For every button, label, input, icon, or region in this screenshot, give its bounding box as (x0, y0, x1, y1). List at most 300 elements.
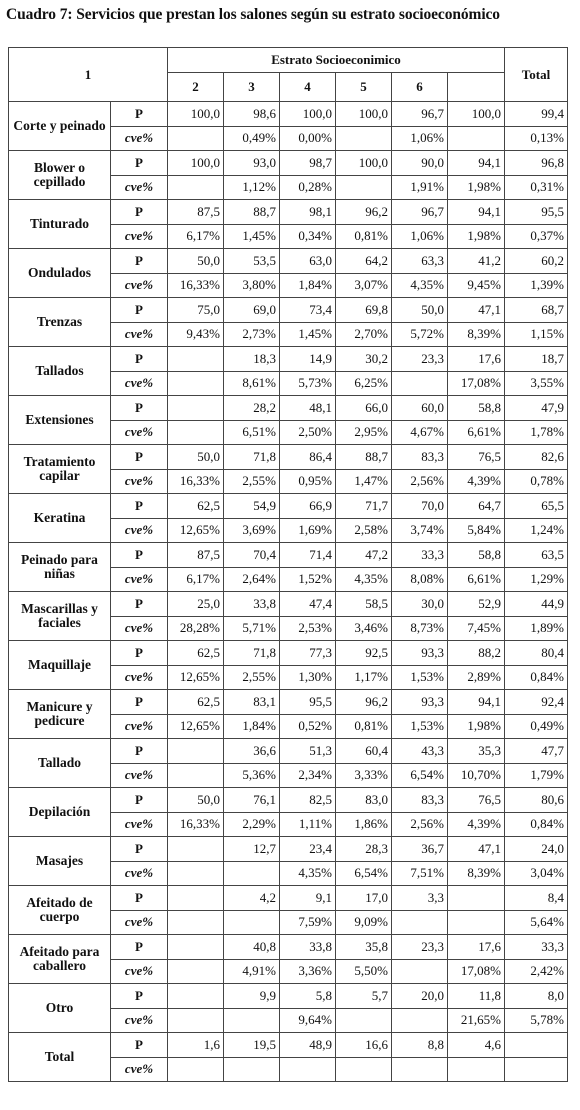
value-cell (448, 886, 505, 911)
cve-cell: 2,55% (224, 665, 280, 690)
measure-label-cve: cve% (111, 273, 168, 298)
cve-cell: 6,17% (168, 224, 224, 249)
cve-cell (336, 1008, 392, 1033)
value-cell: 82,5 (280, 788, 336, 813)
cve-cell (224, 1057, 280, 1082)
value-cell: 71,7 (336, 494, 392, 519)
cve-cell: 6,61% (448, 420, 505, 445)
cve-cell (168, 861, 224, 886)
value-cell: 4,2 (224, 886, 280, 911)
measure-label-p: P (111, 739, 168, 764)
value-cell: 9,1 (280, 886, 336, 911)
value-cell (168, 347, 224, 372)
cve-cell: 1,29% (505, 567, 568, 592)
measure-label-cve: cve% (111, 518, 168, 543)
value-cell: 100,0 (336, 102, 392, 127)
value-cell (168, 984, 224, 1009)
cve-cell: 0,28% (280, 175, 336, 200)
services-table (8, 47, 568, 1082)
value-cell: 76,5 (448, 788, 505, 813)
service-name: Tratamiento capilar (9, 445, 111, 494)
value-cell: 88,2 (448, 641, 505, 666)
value-cell: 62,5 (168, 690, 224, 715)
measure-label-p: P (111, 592, 168, 617)
cve-cell: 5,84% (448, 518, 505, 543)
cve-cell: 2,29% (224, 812, 280, 837)
value-cell: 90,0 (392, 151, 448, 176)
measure-label-cve: cve% (111, 714, 168, 739)
cve-cell: 2,50% (280, 420, 336, 445)
cve-cell: 0,81% (336, 224, 392, 249)
table-body (9, 102, 568, 1082)
service-name: Manicure y pedicure (9, 690, 111, 739)
value-cell: 94,1 (448, 151, 505, 176)
service-name: Tinturado (9, 200, 111, 249)
value-cell: 93,3 (392, 641, 448, 666)
table-row (9, 151, 568, 176)
value-cell: 47,9 (505, 396, 568, 421)
cve-cell: 0,00% (280, 126, 336, 151)
cve-cell (448, 1057, 505, 1082)
cve-cell: 9,09% (336, 910, 392, 935)
cve-cell: 5,72% (392, 322, 448, 347)
value-cell: 95,5 (280, 690, 336, 715)
cve-cell: 1,98% (448, 714, 505, 739)
value-cell: 60,2 (505, 249, 568, 274)
value-cell: 98,1 (280, 200, 336, 225)
cve-cell (168, 175, 224, 200)
cve-cell: 0,31% (505, 175, 568, 200)
cve-cell (224, 1008, 280, 1033)
measure-label-p: P (111, 788, 168, 813)
value-cell: 100,0 (448, 102, 505, 127)
measure-label-p: P (111, 396, 168, 421)
value-cell: 16,6 (336, 1033, 392, 1058)
measure-label-p: P (111, 935, 168, 960)
table-row (9, 347, 568, 372)
value-cell: 12,7 (224, 837, 280, 862)
cve-cell: 17,08% (448, 959, 505, 984)
value-cell: 40,8 (224, 935, 280, 960)
value-cell: 50,0 (168, 249, 224, 274)
value-cell: 71,8 (224, 445, 280, 470)
cve-cell: 1,39% (505, 273, 568, 298)
value-cell: 83,3 (392, 788, 448, 813)
value-cell: 73,4 (280, 298, 336, 323)
cve-cell: 3,36% (280, 959, 336, 984)
value-cell: 18,3 (224, 347, 280, 372)
cve-cell: 3,69% (224, 518, 280, 543)
measure-label-p: P (111, 347, 168, 372)
cve-cell (448, 910, 505, 935)
cve-cell (505, 1057, 568, 1082)
cve-cell: 1,98% (448, 224, 505, 249)
value-cell: 50,0 (168, 788, 224, 813)
service-name: Depilación (9, 788, 111, 837)
cve-cell: 0,84% (505, 665, 568, 690)
cve-cell: 4,35% (392, 273, 448, 298)
value-cell: 96,7 (392, 102, 448, 127)
value-cell: 53,5 (224, 249, 280, 274)
value-cell: 47,4 (280, 592, 336, 617)
cve-cell: 1,11% (280, 812, 336, 837)
cve-cell: 1,52% (280, 567, 336, 592)
value-cell (168, 739, 224, 764)
service-name: Maquillaje (9, 641, 111, 690)
table-row (9, 494, 568, 519)
cve-cell (224, 910, 280, 935)
service-name: Blower o cepillado (9, 151, 111, 200)
value-cell: 80,6 (505, 788, 568, 813)
cve-cell: 1,86% (336, 812, 392, 837)
cve-cell: 2,34% (280, 763, 336, 788)
value-cell: 58,8 (448, 396, 505, 421)
measure-label-cve: cve% (111, 959, 168, 984)
cve-cell: 2,58% (336, 518, 392, 543)
value-cell: 5,8 (280, 984, 336, 1009)
cve-cell: 0,37% (505, 224, 568, 249)
value-cell: 82,6 (505, 445, 568, 470)
value-cell: 17,6 (448, 347, 505, 372)
cve-cell: 12,65% (168, 665, 224, 690)
value-cell: 8,4 (505, 886, 568, 911)
value-cell: 93,3 (392, 690, 448, 715)
cve-cell: 8,39% (448, 861, 505, 886)
measure-label-p: P (111, 151, 168, 176)
cve-cell: 1,47% (336, 469, 392, 494)
cve-cell: 5,64% (505, 910, 568, 935)
cve-cell: 5,78% (505, 1008, 568, 1033)
value-cell: 30,2 (336, 347, 392, 372)
cve-cell (392, 959, 448, 984)
cve-cell: 0,81% (336, 714, 392, 739)
measure-label-p: P (111, 690, 168, 715)
cve-cell: 4,91% (224, 959, 280, 984)
cve-cell: 1,12% (224, 175, 280, 200)
value-cell: 94,1 (448, 200, 505, 225)
measure-label-cve: cve% (111, 812, 168, 837)
cve-cell: 2,53% (280, 616, 336, 641)
value-cell: 65,5 (505, 494, 568, 519)
value-cell: 33,8 (280, 935, 336, 960)
value-cell: 60,4 (336, 739, 392, 764)
stratum-header: 6 (392, 73, 448, 102)
value-cell: 25,0 (168, 592, 224, 617)
cve-cell: 5,71% (224, 616, 280, 641)
value-cell: 47,1 (448, 837, 505, 862)
value-cell: 36,7 (392, 837, 448, 862)
value-cell: 88,7 (224, 200, 280, 225)
service-name: Tallado (9, 739, 111, 788)
value-cell: 98,6 (224, 102, 280, 127)
service-name: Afeitado para caballero (9, 935, 111, 984)
value-cell: 35,8 (336, 935, 392, 960)
cve-cell: 1,24% (505, 518, 568, 543)
measure-label-p: P (111, 543, 168, 568)
table-row (9, 200, 568, 225)
table-row (9, 592, 568, 617)
measure-label-cve: cve% (111, 126, 168, 151)
table-row (9, 641, 568, 666)
value-cell: 28,2 (224, 396, 280, 421)
cve-cell (168, 959, 224, 984)
value-cell: 14,9 (280, 347, 336, 372)
value-cell: 77,3 (280, 641, 336, 666)
cve-cell: 3,55% (505, 371, 568, 396)
table-row (9, 886, 568, 911)
value-cell: 1,6 (168, 1033, 224, 1058)
cve-cell: 21,65% (448, 1008, 505, 1033)
cve-cell: 8,08% (392, 567, 448, 592)
cve-cell: 6,54% (336, 861, 392, 886)
value-cell: 96,2 (336, 690, 392, 715)
stratum-header: 4 (280, 73, 336, 102)
value-cell (168, 396, 224, 421)
value-cell: 33,8 (224, 592, 280, 617)
value-cell: 63,5 (505, 543, 568, 568)
cve-cell: 1,98% (448, 175, 505, 200)
cve-cell: 5,36% (224, 763, 280, 788)
table-row (9, 690, 568, 715)
header-row-1 (9, 48, 568, 73)
value-cell: 47,7 (505, 739, 568, 764)
cve-cell: 1,53% (392, 665, 448, 690)
cve-cell (168, 910, 224, 935)
service-name: Tallados (9, 347, 111, 396)
value-cell: 86,4 (280, 445, 336, 470)
cve-cell: 1,69% (280, 518, 336, 543)
cve-cell: 4,39% (448, 469, 505, 494)
value-cell: 88,7 (336, 445, 392, 470)
cve-cell: 0,34% (280, 224, 336, 249)
value-cell: 64,2 (336, 249, 392, 274)
cve-cell: 1,17% (336, 665, 392, 690)
service-name: Ondulados (9, 249, 111, 298)
measure-label-p: P (111, 445, 168, 470)
measure-label-p: P (111, 200, 168, 225)
value-cell: 100,0 (168, 102, 224, 127)
measure-label-cve: cve% (111, 420, 168, 445)
value-cell: 35,3 (448, 739, 505, 764)
cve-cell: 28,28% (168, 616, 224, 641)
measure-label-p: P (111, 641, 168, 666)
cve-cell: 12,65% (168, 518, 224, 543)
service-name: Peinado para niñas (9, 543, 111, 592)
cve-cell: 2,89% (448, 665, 505, 690)
cve-cell (392, 1008, 448, 1033)
cve-cell: 2,56% (392, 469, 448, 494)
value-cell (505, 1033, 568, 1058)
cve-cell: 1,06% (392, 224, 448, 249)
value-cell: 28,3 (336, 837, 392, 862)
cve-cell (448, 126, 505, 151)
cve-cell: 16,33% (168, 469, 224, 494)
value-cell: 9,9 (224, 984, 280, 1009)
value-cell: 23,4 (280, 837, 336, 862)
cve-cell: 0,49% (505, 714, 568, 739)
service-name: Corte y peinado (9, 102, 111, 151)
cve-cell (336, 126, 392, 151)
value-cell: 47,2 (336, 543, 392, 568)
cve-cell (168, 1057, 224, 1082)
cve-cell: 0,84% (505, 812, 568, 837)
value-cell: 80,4 (505, 641, 568, 666)
measure-label-p: P (111, 298, 168, 323)
measure-label-cve: cve% (111, 224, 168, 249)
value-cell: 98,7 (280, 151, 336, 176)
service-name: Extensiones (9, 396, 111, 445)
cve-cell (392, 1057, 448, 1082)
cve-cell: 2,56% (392, 812, 448, 837)
cve-cell (168, 420, 224, 445)
cve-cell: 6,51% (224, 420, 280, 445)
value-cell: 83,1 (224, 690, 280, 715)
cve-cell: 1,06% (392, 126, 448, 151)
value-cell (168, 886, 224, 911)
value-cell: 60,0 (392, 396, 448, 421)
cve-cell: 6,61% (448, 567, 505, 592)
value-cell: 63,0 (280, 249, 336, 274)
cve-cell: 3,46% (336, 616, 392, 641)
value-cell: 64,7 (448, 494, 505, 519)
value-cell: 96,2 (336, 200, 392, 225)
value-cell: 33,3 (392, 543, 448, 568)
measure-label-p: P (111, 102, 168, 127)
value-cell: 100,0 (168, 151, 224, 176)
stratum-header: 3 (224, 73, 280, 102)
cve-cell: 1,53% (392, 714, 448, 739)
value-cell: 48,1 (280, 396, 336, 421)
cve-cell: 4,67% (392, 420, 448, 445)
cve-cell: 9,45% (448, 273, 505, 298)
measure-label-cve: cve% (111, 469, 168, 494)
value-cell: 50,0 (392, 298, 448, 323)
cve-cell: 3,80% (224, 273, 280, 298)
service-name: Mascarillas y faciales (9, 592, 111, 641)
value-cell: 5,7 (336, 984, 392, 1009)
cve-cell: 1,45% (280, 322, 336, 347)
value-cell: 4,6 (448, 1033, 505, 1058)
cve-cell: 3,74% (392, 518, 448, 543)
cve-cell: 1,78% (505, 420, 568, 445)
cve-cell: 12,65% (168, 714, 224, 739)
value-cell: 8,8 (392, 1033, 448, 1058)
table-row (9, 102, 568, 127)
cve-cell: 2,64% (224, 567, 280, 592)
cve-cell: 2,42% (505, 959, 568, 984)
value-cell: 43,3 (392, 739, 448, 764)
value-cell: 68,7 (505, 298, 568, 323)
cve-cell: 1,89% (505, 616, 568, 641)
value-cell: 23,3 (392, 935, 448, 960)
table-row (9, 837, 568, 862)
value-cell: 58,5 (336, 592, 392, 617)
cve-cell: 10,70% (448, 763, 505, 788)
value-cell: 62,5 (168, 641, 224, 666)
value-cell: 87,5 (168, 543, 224, 568)
table-row (9, 935, 568, 960)
value-cell: 96,7 (392, 200, 448, 225)
value-cell (168, 935, 224, 960)
value-cell: 92,4 (505, 690, 568, 715)
cve-cell: 9,64% (280, 1008, 336, 1033)
stratum-header: 5 (336, 73, 392, 102)
cve-cell (168, 126, 224, 151)
table-row (9, 739, 568, 764)
value-cell: 76,1 (224, 788, 280, 813)
cve-cell: 8,61% (224, 371, 280, 396)
cve-cell: 7,59% (280, 910, 336, 935)
cve-cell (168, 371, 224, 396)
cve-cell: 16,33% (168, 273, 224, 298)
service-name: Keratina (9, 494, 111, 543)
value-cell: 96,8 (505, 151, 568, 176)
service-name: Total (9, 1033, 111, 1082)
cve-cell: 1,84% (224, 714, 280, 739)
cve-cell: 6,17% (168, 567, 224, 592)
measure-label-p: P (111, 1033, 168, 1058)
value-cell: 18,7 (505, 347, 568, 372)
cve-cell: 3,33% (336, 763, 392, 788)
service-name: Masajes (9, 837, 111, 886)
cve-cell: 2,73% (224, 322, 280, 347)
value-cell: 41,2 (448, 249, 505, 274)
value-cell: 48,9 (280, 1033, 336, 1058)
value-cell: 58,8 (448, 543, 505, 568)
value-cell: 75,0 (168, 298, 224, 323)
value-cell: 20,0 (392, 984, 448, 1009)
value-cell: 71,8 (224, 641, 280, 666)
value-cell: 100,0 (280, 102, 336, 127)
value-cell: 66,9 (280, 494, 336, 519)
measure-label-cve: cve% (111, 763, 168, 788)
value-cell: 95,5 (505, 200, 568, 225)
value-cell: 33,3 (505, 935, 568, 960)
cve-cell: 3,07% (336, 273, 392, 298)
cve-cell (224, 861, 280, 886)
cve-cell: 0,13% (505, 126, 568, 151)
cve-cell: 1,91% (392, 175, 448, 200)
cve-cell: 6,54% (392, 763, 448, 788)
table-row (9, 984, 568, 1009)
cve-cell: 17,08% (448, 371, 505, 396)
value-cell: 92,5 (336, 641, 392, 666)
cve-cell: 3,04% (505, 861, 568, 886)
cve-cell: 4,35% (280, 861, 336, 886)
cve-cell: 5,50% (336, 959, 392, 984)
value-cell: 66,0 (336, 396, 392, 421)
cve-cell: 4,35% (336, 567, 392, 592)
measure-label-cve: cve% (111, 1008, 168, 1033)
table-title: Cuadro 7: Servicios que prestan los salones según su estrato socioeconómico (6, 6, 500, 23)
value-cell: 8,0 (505, 984, 568, 1009)
measure-label-p: P (111, 494, 168, 519)
cve-cell: 7,51% (392, 861, 448, 886)
cve-cell: 1,45% (224, 224, 280, 249)
cve-cell (392, 371, 448, 396)
cve-cell (168, 1008, 224, 1033)
cve-cell (336, 1057, 392, 1082)
cve-cell: 5,73% (280, 371, 336, 396)
cve-cell (336, 175, 392, 200)
table-row (9, 445, 568, 470)
value-cell: 100,0 (336, 151, 392, 176)
value-cell: 76,5 (448, 445, 505, 470)
value-cell: 54,9 (224, 494, 280, 519)
total-column-header: Total (505, 48, 568, 102)
value-cell: 94,1 (448, 690, 505, 715)
measure-label-cve: cve% (111, 910, 168, 935)
